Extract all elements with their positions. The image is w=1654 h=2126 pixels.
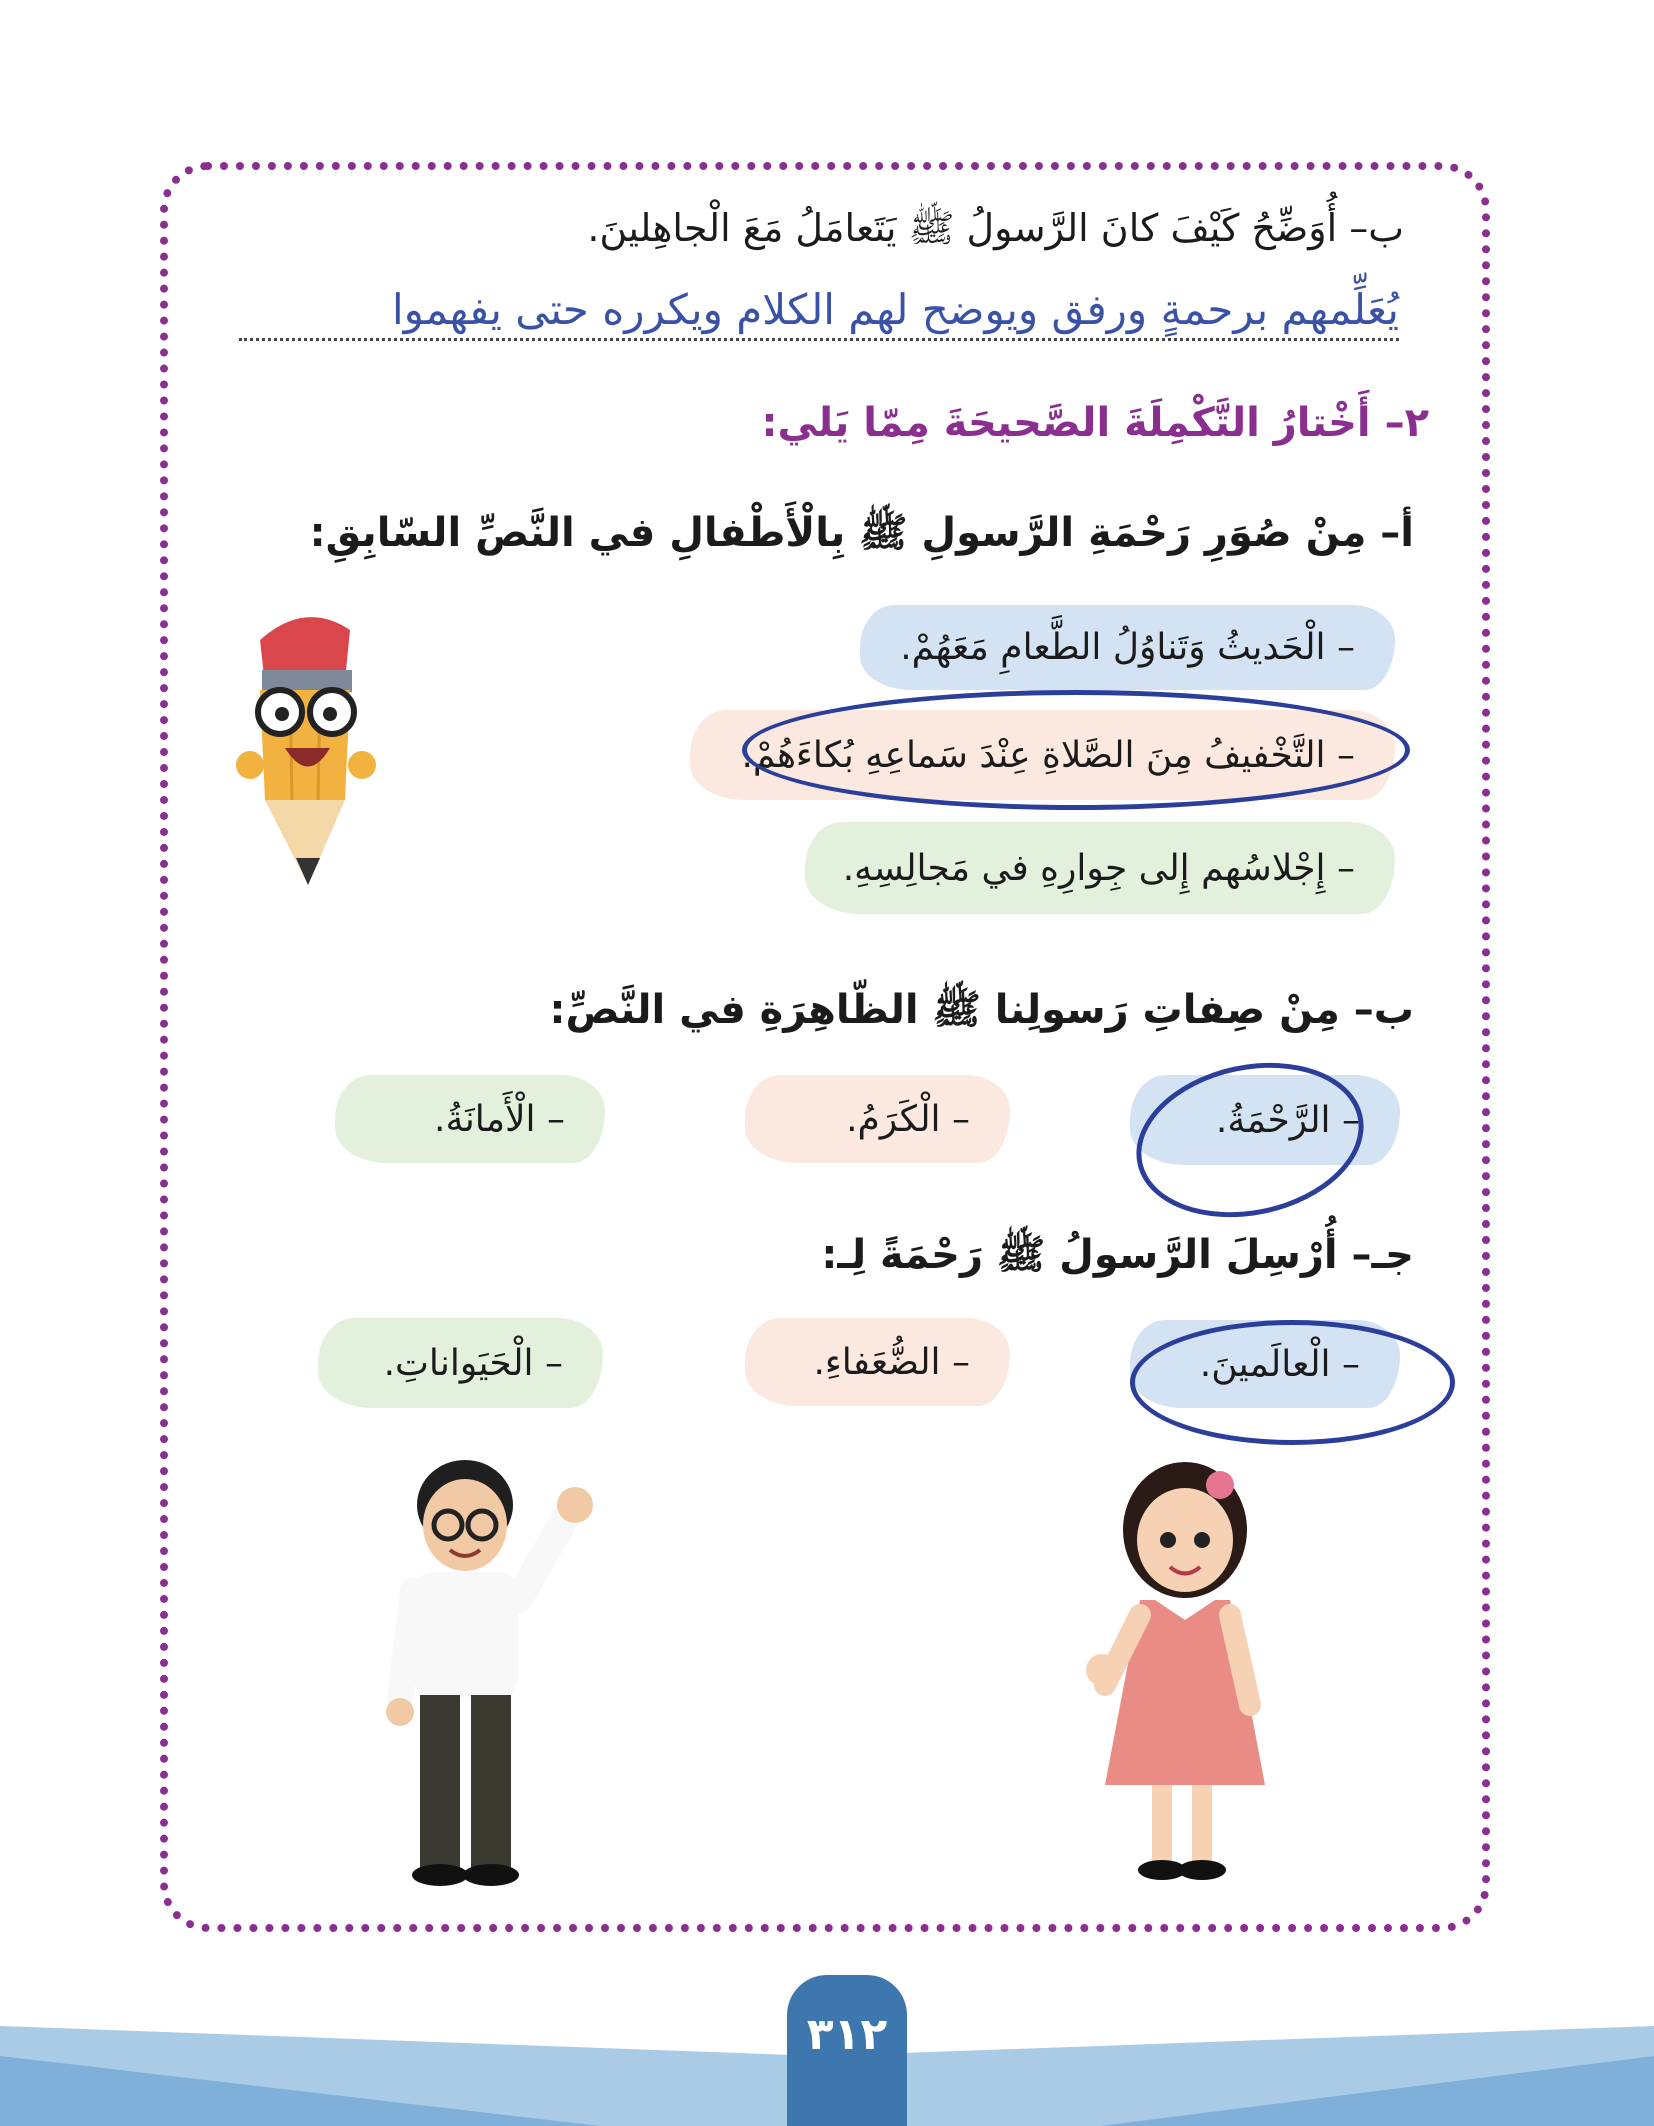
- option-b1[interactable]: – الرَّحْمَةُ.: [1130, 1075, 1400, 1165]
- option-a1[interactable]: – الْحَديثُ وَتَناوُلُ الطَّعامِ مَعَهُمْ.: [860, 605, 1395, 690]
- handwritten-answer: يُعَلِّمهم برحمةٍ ورفق ويوضح لهم الكلام ويكرره حتى يفهموا: [239, 285, 1399, 341]
- part-b-prompt: ب– مِنْ صِفاتِ رَسولِنا ﷺ الظّاهِرَةِ في النَّصِّ:: [549, 987, 1414, 1033]
- option-a3[interactable]: – إِجْلاسُهم إِلى جِوارِهِ في مَجالِسِهِ.: [805, 822, 1395, 914]
- boy-illustration: [385, 1450, 605, 1890]
- pencil-mascot-illustration: [230, 600, 380, 900]
- option-c1[interactable]: – الْعالَمينَ.: [1130, 1320, 1400, 1408]
- option-c2[interactable]: – الضُّعَفاءِ.: [745, 1318, 1010, 1406]
- option-b2[interactable]: – الْكَرَمُ.: [745, 1075, 1010, 1163]
- question-b: ب– أُوَضِّحُ كَيْفَ كانَ الرَّسولُ ﷺ يَتَعامَلُ مَعَ الْجاهِلينَ.: [587, 206, 1404, 250]
- section-title: ٢– أَخْتارُ التَّكْمِلَةَ الصَّحيحَةَ مِمّا يَلي:: [761, 400, 1429, 446]
- option-a2[interactable]: – التَّخْفيفُ مِنَ الصَّلاةِ عِنْدَ سَماعِهِ بُكاءَهُمْ.: [690, 710, 1395, 800]
- page-number: ٣١٢: [787, 1975, 907, 2126]
- girl-illustration: [1080, 1455, 1280, 1885]
- part-c-prompt: جـ– أُرْسِلَ الرَّسولُ ﷺ رَحْمَةً لِـ:: [821, 1232, 1414, 1278]
- part-a-prompt: أ– مِنْ صُوَرِ رَحْمَةِ الرَّسولِ ﷺ بِالْأَطْفالِ في النَّصِّ السّابِقِ:: [309, 510, 1414, 556]
- option-c3[interactable]: – الْحَيَواناتِ.: [318, 1318, 603, 1408]
- option-b3[interactable]: – الْأَمانَةُ.: [335, 1075, 605, 1163]
